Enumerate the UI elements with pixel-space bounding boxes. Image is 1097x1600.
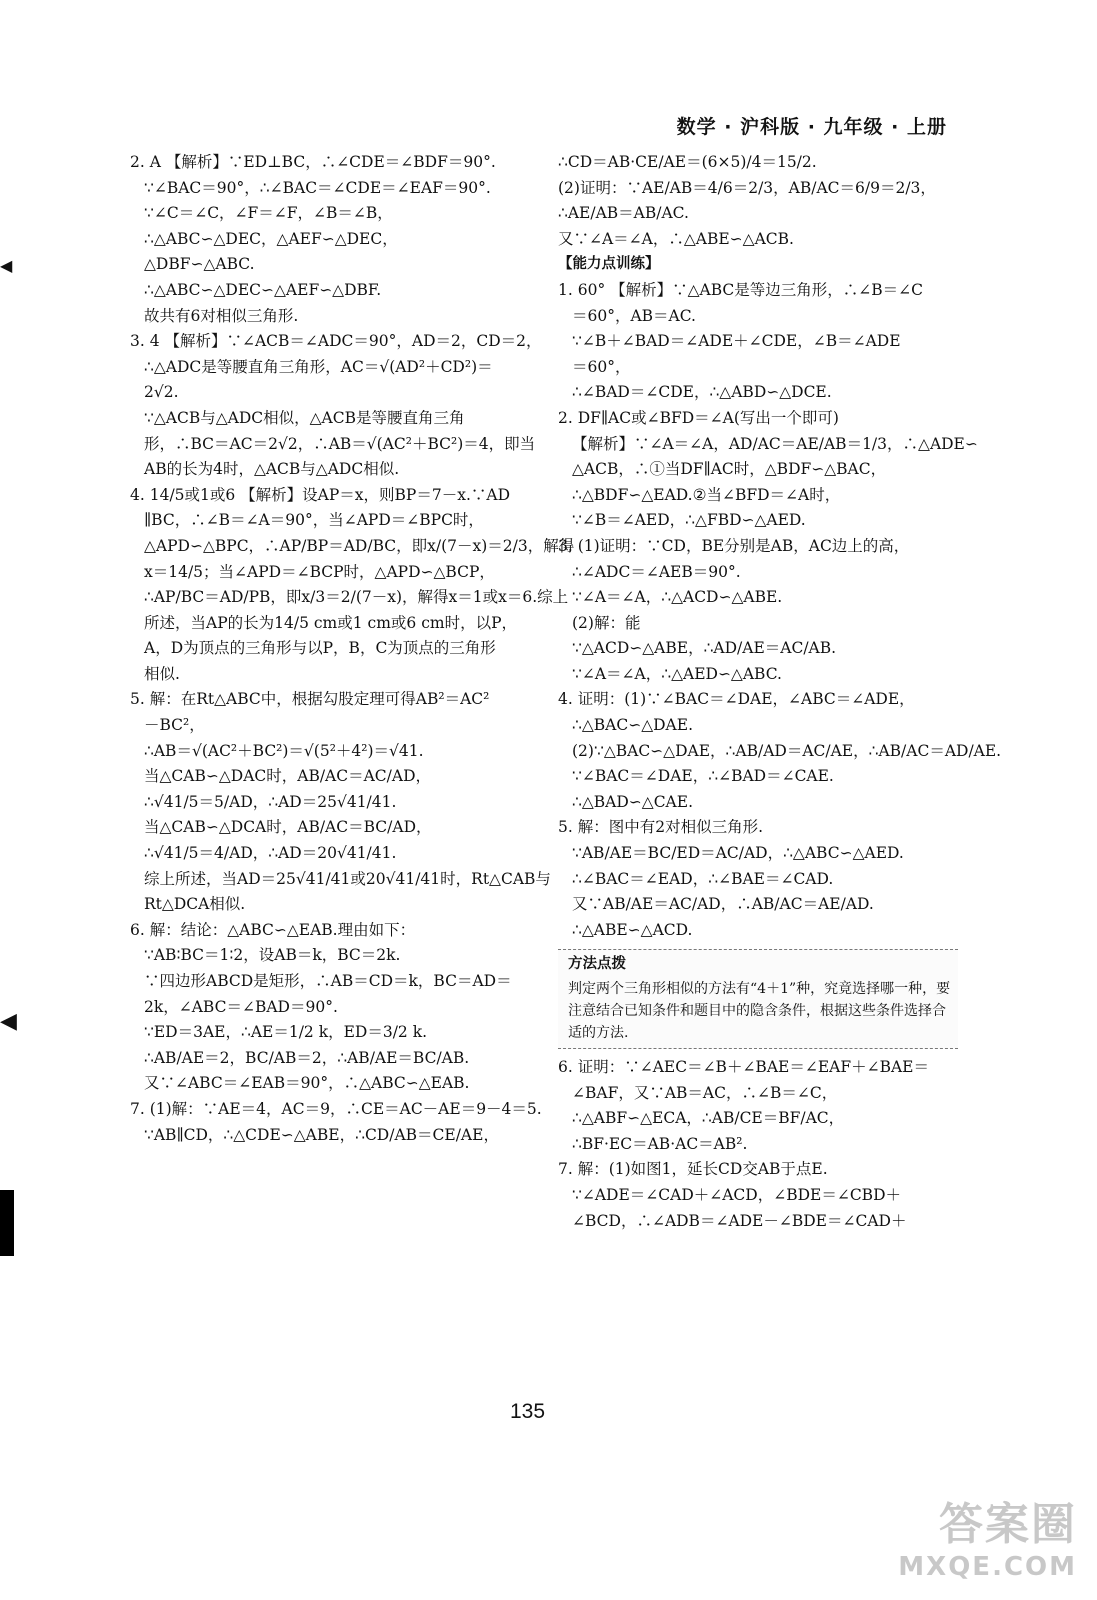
text-line: ∴CD＝AB·CE/AE＝(6×5)/4＝15/2. [558, 153, 817, 171]
text-line: 2. DF∥AC或∠BFD＝∠A(写出一个即可) [558, 408, 839, 427]
text-line: 1. 60° 【解析】∵△ABC是等边三角形，∴∠B＝∠C [558, 280, 923, 299]
text-line: ∵AB∥CD，∴△CDE∽△ABE，∴CD/AB＝CE/AE， [144, 1125, 499, 1144]
text-line: Rt△DCA相似. [144, 895, 246, 914]
text-line: 所述，当AP的长为14/5 cm或1 cm或6 cm时，以P， [144, 613, 517, 632]
text-line: 7. 解：(1)如图1，延长CD交AB于点E. [558, 1160, 828, 1179]
text-line: 2. A 【解析】∵ED⊥BC，∴∠CDE＝∠BDF＝90°. [130, 153, 496, 171]
text-line: 当△CAB∽△DCA时，AB/AC＝BC/AD， [144, 818, 432, 837]
edge-arrow-icon: ◀ [0, 256, 13, 275]
text-line: ∴AB＝√(AC²＋BC²)＝√(5²＋4²)＝√41. [144, 741, 424, 760]
left-column [130, 150, 575, 1148]
text-line: ∴△ABF∽△ECA，∴AB/CE＝BF/AC， [572, 1109, 845, 1128]
text-line: 故共有6对相似三角形. [144, 306, 299, 325]
text-line: ∴△ABC∽△DEC∽△AEF∽△DBF. [144, 280, 382, 299]
text-line: ∴AP/BC＝AD/PB，即x/3＝2/(7－x)，解得x＝1或x＝6.综上 [144, 588, 569, 607]
text-line: ∵∠BAC＝∠DAE，∴∠BAD＝∠CAE. [572, 767, 834, 786]
text-line: 7. (1)解：∵AE＝4，AC＝9，∴CE＝AC－AE＝9－4＝5. [130, 1099, 542, 1118]
text-line: ∴√41/5＝5/AD，∴AD＝25√41/41. [144, 792, 397, 811]
text-line: (2)∵△BAC∽△DAE，∴AB/AD＝AC/AE，∴AB/AC＝AD/AE. [572, 741, 1002, 760]
text-line: (2)解：能 [572, 613, 641, 632]
tip-text: 判定两个三角形相似的方法有“4＋1”种，究竟选择哪一种，要注意结合已知条件和题目中的隐含条件，根据这些条件选择合适的方法. [568, 981, 951, 1041]
right-column [558, 150, 1002, 1234]
text-line: ＝60°， [572, 357, 631, 376]
text-line: ∠BAF，又∵AB＝AC，∴∠B＝∠C， [572, 1083, 838, 1102]
section-title: 【能力点训练】 [558, 256, 660, 273]
text-line: ∵∠BAC＝90°，∴∠BAC＝∠CDE＝∠EAF＝90°. [144, 178, 491, 197]
watermark-logo: 答案圈 [939, 1499, 1077, 1550]
text-line: ∵∠A＝∠A，∴△ACD∽△ABE. [572, 588, 783, 607]
text-line: ∵∠B＋∠BAD＝∠ADE＋∠CDE，∠B＝∠ADE [572, 332, 901, 351]
text-line: ∵△ACB与△ADC相似，△ACB是等腰直角三角 [144, 408, 465, 427]
text-line: △APD∽△BPC，∴AP/BP＝AD/BC，即x/(7－x)＝2/3，解得 [144, 536, 575, 555]
text-line: ∵四边形ABCD是矩形，∴AB＝CD＝k，BC＝AD＝ [144, 972, 512, 990]
method-tip-box [558, 949, 958, 1049]
text-line: 当△CAB∽△DAC时，AB/AC＝AC/AD， [144, 767, 432, 786]
text-line: 6. 解：结论：△ABC∽△EAB.理由如下： [130, 920, 416, 939]
text-line: (2)证明：∵AE/AB＝4/6＝2/3，AB/AC＝6/9＝2/3， [558, 178, 936, 197]
text-line: ∵∠B＝∠AED，∴△FBD∽△AED. [572, 511, 806, 530]
text-line: 3. 4 【解析】∵∠ACB＝∠ADC＝90°，AD＝2，CD＝2， [130, 332, 542, 351]
text-line: 6. 证明：∵∠AEC＝∠B＋∠BAE＝∠EAF＋∠BAE＝ [558, 1058, 929, 1076]
text-line: ∴△BAD∽△CAE. [572, 792, 693, 811]
text-line: ＝60°，AB＝AC. [572, 306, 696, 325]
text-line: ∴∠ADC＝∠AEB＝90°. [572, 562, 741, 581]
page-header: 数学 · 沪科版 · 九年级 · 上册 [676, 116, 947, 138]
edge-arrow-icon: ◀ [0, 1009, 17, 1034]
text-line: ∥BC，∴∠B＝∠A＝90°，当∠APD＝∠BPC时， [144, 511, 484, 530]
text-line: x＝14/5；当∠APD＝∠BCP时，△APD∽△BCP， [144, 562, 495, 581]
text-line: ∵∠ADE＝∠CAD＋∠ACD，∠BDE＝∠CBD＋ [572, 1185, 902, 1204]
text-line: 相似. [144, 664, 180, 683]
text-line: ∵∠C＝∠C，∠F＝∠F，∠B＝∠B， [144, 204, 393, 223]
text-line: －BC²， [144, 716, 205, 735]
text-line: △ACB，∴①当DF∥AC时，△BDF∽△BAC， [572, 460, 887, 479]
text-line: 又∵∠A＝∠A，∴△ABE∽△ACB. [558, 229, 794, 248]
watermark-url: MXQE.COM [898, 1552, 1077, 1582]
text-line: AB的长为4时，△ACB与△ADC相似. [144, 460, 400, 479]
text-line: ∵△ACD∽△ABE，∴AD/AE＝AC/AB. [572, 639, 837, 658]
text-line: 5. 解：图中有2对相似三角形. [558, 818, 764, 837]
text-line: 又∵∠ABC＝∠EAB＝90°，∴△ABC∽△EAB. [144, 1074, 470, 1093]
text-line: ∴AB/AE＝2，BC/AB＝2，∴AB/AE＝BC/AB. [144, 1048, 470, 1067]
text-line: 又∵AB/AE＝AC/AD，∴AB/AC＝AE/AD. [572, 895, 874, 914]
text-line: 2√2. [144, 383, 179, 402]
text-line: ∴△ABC∽△DEC，△AEF∽△DEC， [144, 229, 398, 248]
text-line: ∵∠A＝∠A，∴△AED∽△ABC. [572, 664, 782, 683]
page-number: 135 [510, 1400, 546, 1423]
thumb-tab [0, 1190, 14, 1256]
text-line: ∵ED＝3AE，∴AE＝1/2 k，ED＝3/2 k. [144, 1023, 428, 1042]
text-line: ∴△BDF∽△EAD.②当∠BFD＝∠A时， [572, 485, 841, 504]
text-line: 4. 证明：(1)∵∠BAC＝∠DAE，∠ABC＝∠ADE， [558, 690, 915, 709]
text-line: 4. 14/5或1或6 【解析】设AP＝x，则BP＝7－x.∵AD [130, 485, 511, 504]
text-line: 2k，∠ABC＝∠BAD＝90°. [144, 997, 338, 1016]
text-line: A，D为顶点的三角形与以P，B，C为顶点的三角形 [144, 639, 496, 658]
text-line: ∴△ABE∽△ACD. [572, 920, 693, 939]
text-line: ∴△ADC是等腰直角三角形，AC＝√(AD²＋CD²)＝ [144, 357, 493, 376]
text-line: ∴AE/AB＝AB/AC. [558, 204, 689, 223]
tip-title: 方法点拨 [568, 956, 626, 973]
watermark [898, 1488, 1077, 1582]
text-line: ∠BCD，∴∠ADB＝∠ADE－∠BDE＝∠CAD＋ [572, 1211, 907, 1230]
text-line: 5. 解：在Rt△ABC中，根据勾股定理可得AB²＝AC² [130, 690, 490, 709]
text-line: ∴∠BAC＝∠EAD，∴∠BAE＝∠CAD. [572, 869, 834, 888]
text-line: △DBF∽△ABC. [144, 255, 255, 274]
text-line: 【解析】∵∠A＝∠A，AD/AC＝AE/AB＝1/3，∴△ADE∽ [572, 434, 978, 453]
text-line: ∵AB/AE＝BC/ED＝AC/AD，∴△ABC∽△AED. [572, 844, 904, 863]
text-line: 3. (1)证明：∵CD，BE分别是AB，AC边上的高， [558, 536, 910, 555]
text-line: ∴BF·EC＝AB·AC＝AB². [572, 1134, 748, 1153]
text-line: ∵AB∶BC＝1∶2，设AB＝k，BC＝2k. [144, 946, 401, 965]
text-line: ∴√41/5＝4/AD，∴AD＝20√41/41. [144, 844, 397, 863]
text-line: 综上所述，当AD＝25√41/41或20√41/41时，Rt△CAB与 [144, 869, 551, 888]
text-line: ∴∠BAD＝∠CDE，∴△ABD∽△DCE. [572, 383, 832, 402]
text-line: 形，∴BC＝AC＝2√2，∴AB＝√(AC²＋BC²)＝4，即当 [144, 434, 536, 453]
text-line: ∴△BAC∽△DAE. [572, 716, 693, 735]
